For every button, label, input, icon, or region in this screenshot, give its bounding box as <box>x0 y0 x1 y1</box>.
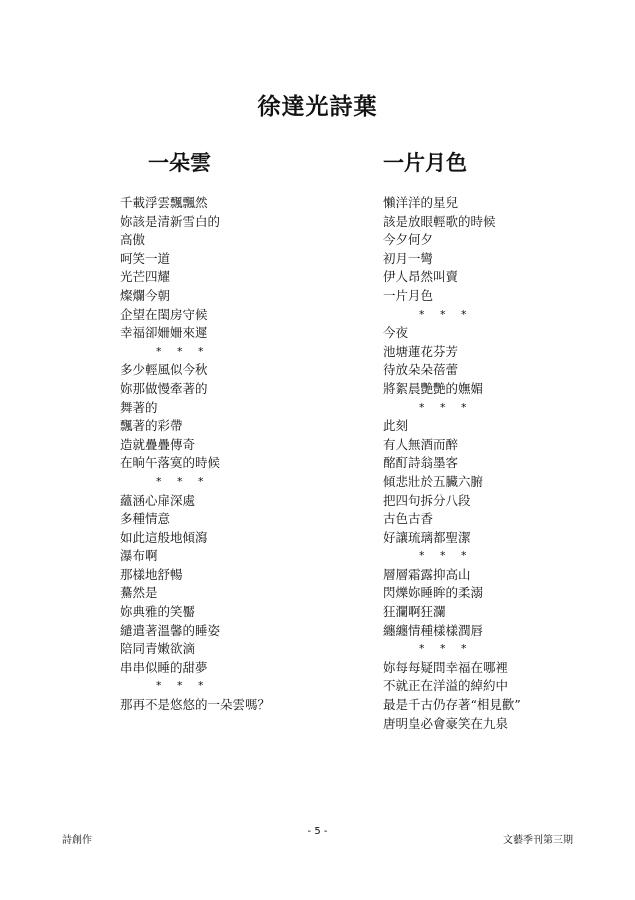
poem-line: 妳該是清新雪白的 <box>120 213 221 229</box>
poem-line: 呵笑一道 <box>120 250 171 266</box>
page-title: 徐達光詩葉 <box>257 93 378 120</box>
poem-title: 一朵雲 <box>148 151 211 175</box>
poem-title: 一片月色 <box>383 151 467 175</box>
poem-line: 繾遣著溫馨的睡姿 <box>120 622 221 638</box>
poem-line: 酩酊詩翁墨客 <box>383 455 459 471</box>
poem-line: 今夕何夕 <box>383 232 434 248</box>
poem-line: 唐明皇必會豪笑在九泉 <box>383 715 509 731</box>
poem-line: 該是放眼輕歌的時候 <box>383 213 496 229</box>
poem-line: 妳每每疑問幸福在哪裡 <box>383 659 509 675</box>
poem-line: 妳那做慢牽著的 <box>120 380 208 396</box>
poem-line: 瀑布啊 <box>120 548 158 564</box>
stanza-separator: * * * <box>156 679 210 693</box>
poem-line: 層層霜露抑高山 <box>383 566 471 582</box>
poem-line: 一片月色 <box>383 287 434 303</box>
poem-line: 不就正在洋溢的綽約中 <box>383 678 509 694</box>
poem-line: 飄著的彩帶 <box>120 418 183 434</box>
stanza-separator: * * * <box>156 344 210 358</box>
poem-line: 千載浮雲飄飄然 <box>120 195 208 210</box>
poem-line: 多種情意 <box>120 511 171 527</box>
poem-line: 蘊涵心扉深處 <box>120 492 196 508</box>
poem-line: 舞著的 <box>120 399 158 415</box>
poem-line: 企望在閨房守候 <box>120 306 208 322</box>
poem-line: 造就疊疊傳奇 <box>120 436 196 452</box>
poem-line: 伊人昂然叫賣 <box>383 269 459 285</box>
poem-line: 有人無酒而醉 <box>383 436 459 452</box>
poem-line: 纏纏情種樣樣潤唇 <box>383 622 484 638</box>
stanza-separator: * * * <box>419 549 473 563</box>
poem-line: 那再不是悠悠的一朵雲嗎？ <box>120 697 271 713</box>
poem-line: 多少輕風似今秋 <box>120 362 208 378</box>
stanza-separator: * * * <box>419 642 473 656</box>
poem-lines <box>120 194 330 715</box>
poem-line: 懶洋洋的星兒 <box>383 195 459 210</box>
poem-line: 串串似睡的甜夢 <box>120 659 208 675</box>
page-number: - 5 - <box>307 826 328 837</box>
poem-lines <box>383 194 593 733</box>
poem-line: 把四句拆分八段 <box>383 492 471 508</box>
poem-line: 好讓琉璃都聖潔 <box>383 529 471 545</box>
poem-line: 燦爛今朝 <box>120 287 171 303</box>
stanza-separator: * * * <box>419 307 473 321</box>
poem-line: 將絮晨艷艷的嫵媚 <box>383 380 484 396</box>
stanza-separator: * * * <box>156 474 210 488</box>
poem-line: 古色古香 <box>383 511 434 527</box>
poem-left <box>120 150 330 715</box>
poem-line: 那樣地舒暢 <box>120 566 183 582</box>
poem-line: 今夜 <box>383 325 409 341</box>
poem-line: 在晌午落寞的時候 <box>120 455 221 471</box>
poem-line: 狂瀾啊狂瀾 <box>383 604 446 620</box>
poem-line: 光芒四耀 <box>120 269 171 285</box>
poem-line: 初月一彎 <box>383 250 434 266</box>
poem-line: 陪同青嫩欲滴 <box>120 641 196 657</box>
poem-line: 妳典雅的笑靨 <box>120 604 196 620</box>
poem-right <box>383 150 593 733</box>
poem-line: 最是千古仍存著“相見歡” <box>383 697 521 713</box>
poem-line: 幸福卻姍姍來遲 <box>120 325 208 341</box>
poem-line: 高傲 <box>120 232 146 248</box>
poem-line: 如此這般地傾瀉 <box>120 529 208 545</box>
poem-line: 閃爍妳睡眸的柔溺 <box>383 585 484 601</box>
poem-line: 傾悲壯於五臟六腑 <box>383 473 484 489</box>
poem-line: 池塘蓮花芬芳 <box>383 343 459 359</box>
stanza-separator: * * * <box>419 400 473 414</box>
poem-line: 驀然是 <box>120 585 158 601</box>
footer-section-label: 詩創作 <box>62 835 92 846</box>
poem-line: 待放朵朵蓓蕾 <box>383 362 459 378</box>
footer-journal-name: 文藝季刊第三期 <box>503 835 573 846</box>
poem-line: 此刻 <box>383 418 409 434</box>
